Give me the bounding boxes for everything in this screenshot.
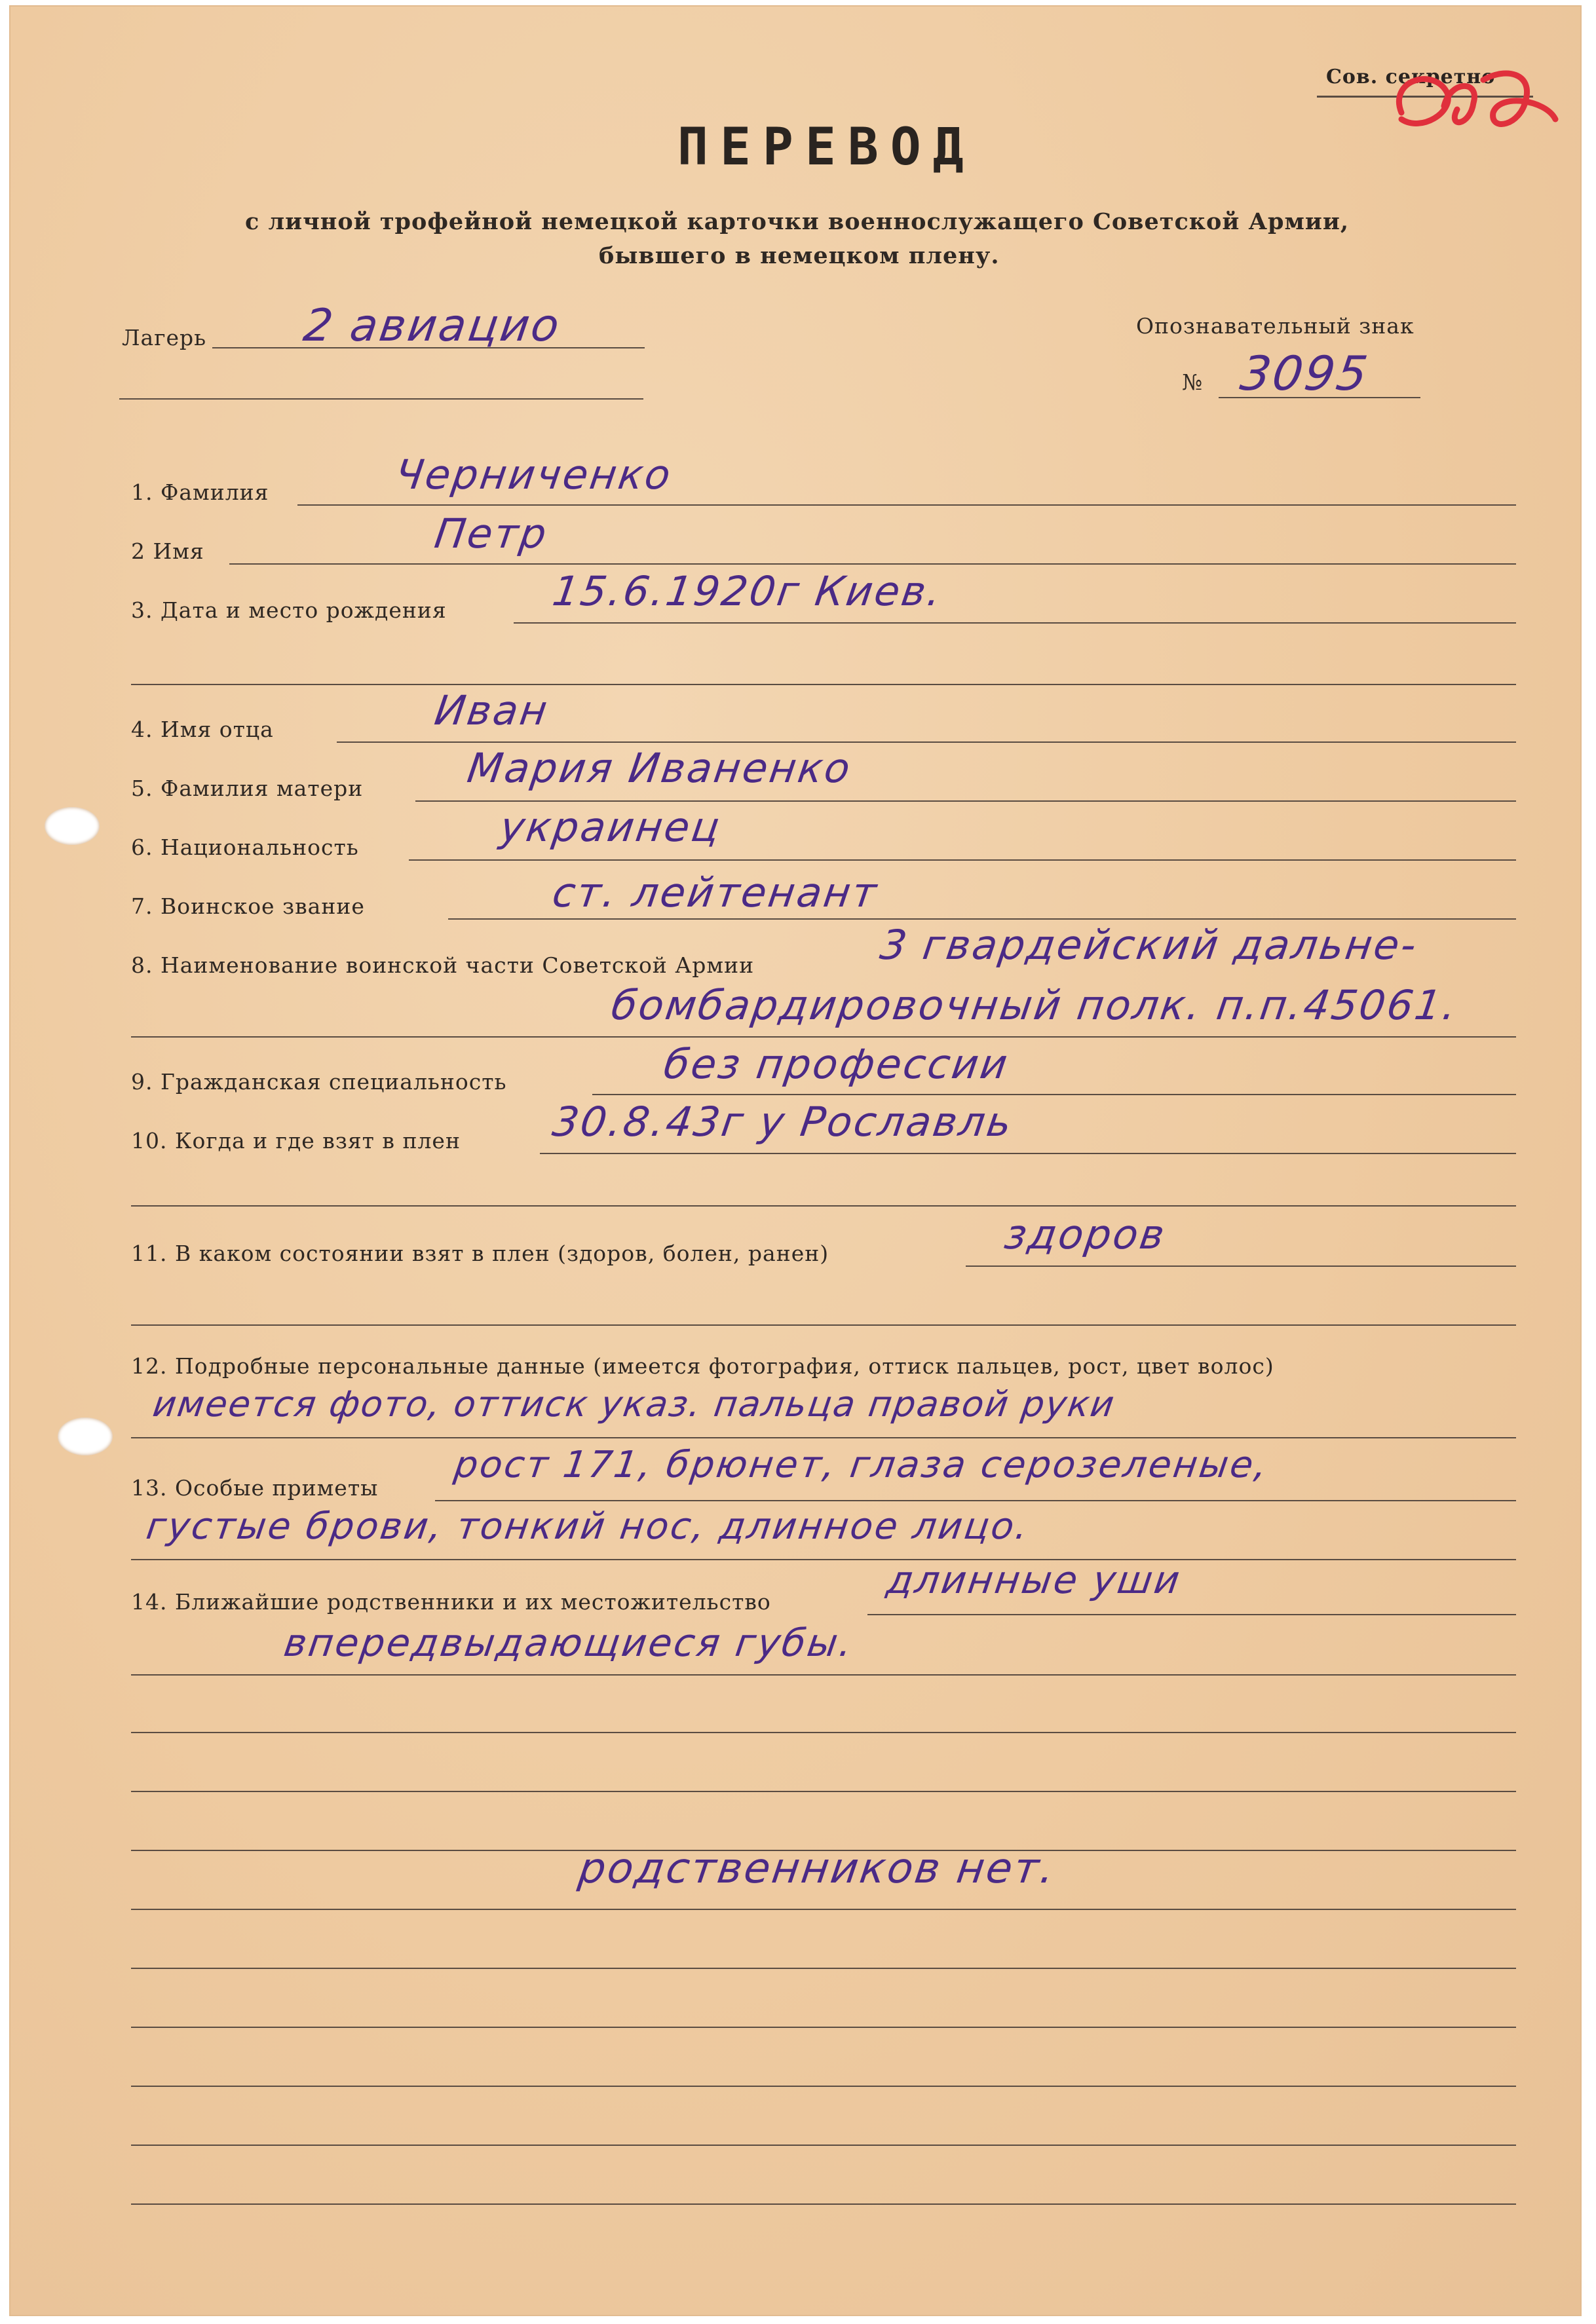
field-surname-line	[297, 504, 1516, 506]
relatives-note: родственников нет.	[575, 1845, 1059, 1893]
field-relatives-line-2	[131, 1674, 1516, 1676]
camp-label: Лагерь	[122, 325, 207, 350]
field-features-line-2	[131, 1559, 1516, 1560]
field-relatives-value-2: впередвыдающиеся губы.	[281, 1621, 857, 1665]
document-subtitle-line1: с личной трофейной немецкой карточки военнослужащего Советской Армии,	[245, 208, 1350, 235]
blank-line-5	[131, 1968, 1516, 1969]
field-father-value: Иван	[431, 686, 552, 734]
field-personal-line	[131, 1437, 1516, 1438]
field-unit-value: 3 гвардейский дальне-	[877, 921, 1421, 969]
field-surname-label: 1. Фамилия	[131, 479, 269, 505]
field-name-value: Петр	[431, 510, 552, 557]
field-features-label: 13. Особые приметы	[131, 1475, 379, 1501]
field-profession-label: 9. Гражданская специальность	[131, 1069, 507, 1095]
field-profession-value: без профессии	[660, 1040, 1012, 1088]
id-mark-label: Опознавательный знак	[1136, 313, 1415, 339]
field-rank-value: ст. лейтенант	[549, 869, 882, 916]
document-sheet	[9, 5, 1582, 2316]
blank-line-9	[131, 2203, 1516, 2205]
field-unit-value-2: бомбардировочный полк. п.п.45061.	[608, 981, 1462, 1029]
field-birth-line	[514, 622, 1516, 624]
field-mother-value: Мария Иваненко	[464, 744, 855, 792]
field-name-label: 2 Имя	[131, 538, 204, 564]
blank-line-7	[131, 2086, 1516, 2087]
field-father-label: 4. Имя отца	[131, 717, 274, 742]
field-nationality-line	[409, 859, 1516, 861]
field-unit-line-2	[131, 1036, 1516, 1038]
field-birth-label: 3. Дата и место рождения	[131, 597, 447, 623]
field-personal-value: имеется фото, оттиск указ. пальца правой руки	[150, 1383, 1118, 1425]
camp-line-2	[119, 398, 643, 400]
blank-line-8	[131, 2145, 1516, 2146]
field-unit-label: 8. Наименование воинской части Советской Армии	[131, 952, 755, 978]
red-handwritten-mark	[1375, 41, 1572, 152]
document-title: ПЕРЕВОД	[677, 118, 976, 177]
punch-hole-top	[45, 807, 100, 845]
field-personal-label: 12. Подробные персональные данные (имеется фотография, оттиск пальцев, рост, цвет волос)	[131, 1353, 1274, 1379]
classification-mark: Сов. секретно	[1326, 66, 1496, 88]
field-features-line	[435, 1500, 1516, 1501]
field-nationality-value: украинец	[497, 803, 725, 851]
field-condition-label: 11. В каком состоянии взят в плен (здоров, болен, ранен)	[131, 1241, 829, 1266]
field-relatives-value: длинные уши	[884, 1558, 1185, 1602]
number-label: №	[1182, 369, 1204, 395]
field-captured-label: 10. Когда и где взят в плен	[131, 1128, 461, 1153]
field-birth-line-2	[131, 684, 1516, 685]
number-value: 3095	[1237, 346, 1373, 401]
field-relatives-line	[867, 1614, 1516, 1615]
field-condition-line	[966, 1265, 1516, 1267]
field-condition-value: здоров	[1001, 1210, 1169, 1258]
field-features-value-2: густые брови, тонкий нос, длинное лицо.	[143, 1505, 1033, 1548]
field-birth-value: 15.6.1920г Киев.	[549, 567, 946, 615]
field-captured-line-2	[131, 1205, 1516, 1207]
blank-line-6	[131, 2027, 1516, 2028]
blank-line-2	[131, 1791, 1516, 1792]
blank-line-4	[131, 1909, 1516, 1910]
field-father-line	[337, 741, 1516, 743]
document-subtitle-line2: бывшего в немецком плену.	[599, 242, 1000, 269]
punch-hole-bottom	[58, 1417, 113, 1455]
field-mother-label: 5. Фамилия матери	[131, 776, 364, 801]
field-profession-line	[592, 1094, 1516, 1095]
field-surname-value: Черниченко	[392, 451, 675, 498]
camp-value: 2 авиацио	[300, 300, 565, 352]
field-condition-line-2	[131, 1324, 1516, 1326]
field-captured-value: 30.8.43г у Рославль	[549, 1098, 1017, 1146]
field-rank-label: 7. Воинское звание	[131, 893, 365, 919]
field-mother-line	[415, 800, 1516, 802]
field-nationality-label: 6. Национальность	[131, 834, 359, 860]
field-features-value: рост 171, брюнет, глаза серозеленые,	[451, 1444, 1272, 1486]
field-rank-line	[448, 918, 1516, 920]
field-name-line	[229, 563, 1516, 565]
field-relatives-label: 14. Ближайшие родственники и их местожительство	[131, 1589, 771, 1615]
field-captured-line	[540, 1153, 1516, 1154]
blank-line-1	[131, 1732, 1516, 1733]
